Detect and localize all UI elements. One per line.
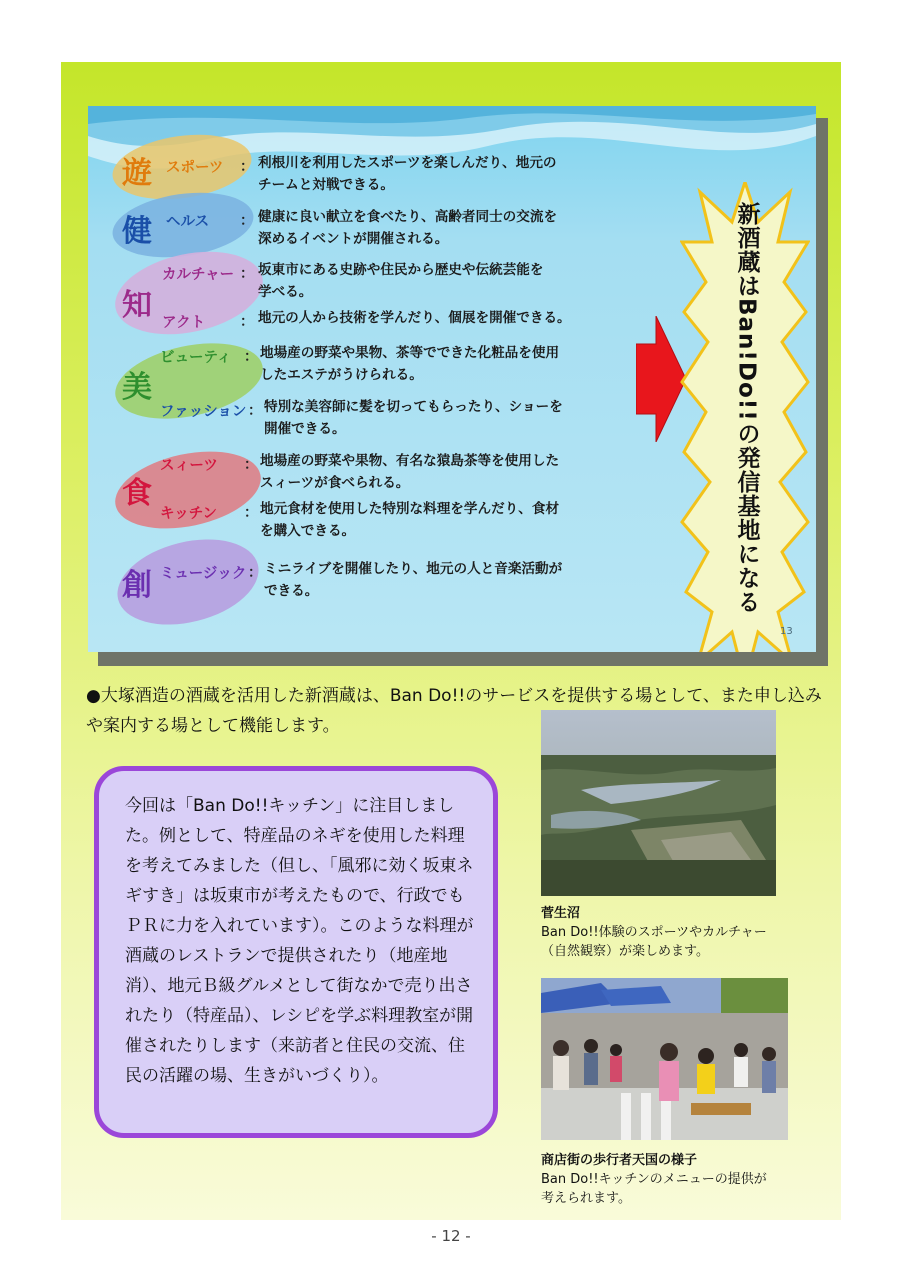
category-act: アクト bbox=[162, 315, 206, 331]
desc-line: 坂東市にある史跡や住民から歴史や伝統芸能を bbox=[258, 262, 544, 278]
photo1-title: 菅生沼 bbox=[541, 906, 581, 921]
desc-line: 利根川を利用したスポーツを楽しんだり、地元の bbox=[258, 155, 557, 171]
callout-box: 今回は「Ban Do!!キッチン」に注目しました。例として、特産品のネギを使用した料理を考えてみました（但し、「風邪に効く坂東ネギすき」は坂東市が考えたもので、行政でもＰＲに力を入れています）。このような料理が酒蔵のレストランで提供されたり（地産地消）、地元Ｂ級グルメとして街なかで売り出されたり（特産品）、レシピを学ぶ料理教室が開催されたりします（来訪者と住民の交流、住民の活躍の場、生きがいづくり）。 bbox=[94, 766, 498, 1138]
kanji-culture: 知 bbox=[122, 288, 152, 323]
colon: ： bbox=[244, 349, 258, 365]
kanji-health: 健 bbox=[122, 214, 152, 249]
colon: ： bbox=[240, 159, 254, 175]
category-fashion: ファッション bbox=[160, 404, 247, 420]
desc-health bbox=[258, 206, 557, 250]
desc-sweets bbox=[260, 450, 559, 494]
desc-line: できる。 bbox=[264, 583, 319, 599]
arrow-right-icon bbox=[636, 316, 686, 442]
photo2-caption-line: Ban Do!!キッチンのメニューの提供が bbox=[541, 1172, 767, 1187]
page-number: - 12 - bbox=[431, 1227, 471, 1245]
photo2-caption-line: 考えられます。 bbox=[541, 1191, 631, 1206]
desc-kitchen bbox=[260, 498, 559, 542]
desc-line: したエステがうけられる。 bbox=[260, 367, 423, 383]
street-crowd-image bbox=[541, 978, 788, 1140]
slide-number: 13 bbox=[780, 626, 793, 637]
colon: ： bbox=[244, 457, 258, 473]
colon: ： bbox=[240, 266, 254, 282]
photo2-caption bbox=[541, 1151, 767, 1208]
category-health: ヘルス bbox=[166, 214, 210, 230]
desc-line: 特別な美容師に髪を切ってもらったり、ショーを bbox=[264, 399, 563, 415]
kanji-create: 創 bbox=[122, 568, 152, 603]
photo-street-festival bbox=[541, 978, 788, 1140]
kanji-sports: 遊 bbox=[122, 156, 152, 191]
desc-line: 開催できる。 bbox=[264, 421, 346, 437]
desc-line: ミニライブを開催したり、地元の人と音楽活動が bbox=[264, 561, 563, 577]
desc-fashion bbox=[264, 396, 563, 440]
desc-sports bbox=[258, 152, 557, 196]
desc-line: 地場産の野菜や果物、茶等でできた化粧品を使用 bbox=[260, 345, 560, 361]
kanji-food: 食 bbox=[122, 476, 152, 511]
category-culture: カルチャー bbox=[162, 267, 235, 283]
photo1-caption-line: （自然観察）が楽しめます。 bbox=[541, 944, 709, 959]
desc-line: スィーツが食べられる。 bbox=[260, 475, 410, 491]
desc-line: 深めるイベントが開催される。 bbox=[258, 231, 449, 247]
colon: ： bbox=[240, 213, 254, 229]
aerial-landscape-image bbox=[541, 710, 776, 896]
desc-line: を購入できる。 bbox=[260, 523, 356, 539]
desc-line: 地元食材を使用した特別な料理を学んだり、食材 bbox=[260, 501, 560, 517]
photo1-caption-line: Ban Do!!体験のスポーツやカルチャー bbox=[541, 925, 767, 940]
colon: ： bbox=[240, 314, 254, 330]
photo-sugao-marsh bbox=[541, 710, 776, 896]
bullet-paragraph: ●大塚酒造の酒蔵を活用した新酒蔵は、Ban Do!!のサービスを提供する場として、また申し込みや案内する場として機能します。 bbox=[86, 686, 822, 736]
desc-music bbox=[264, 558, 562, 602]
desc-line: 健康に良い献立を食べたり、高齢者同士の交流を bbox=[258, 209, 558, 225]
desc-act bbox=[258, 307, 571, 329]
category-sweets: スィーツ bbox=[160, 458, 218, 474]
category-sports: スポーツ bbox=[166, 160, 224, 176]
vertical-slogan: 新酒蔵はBan!Do!!の発信基地になる bbox=[733, 202, 760, 614]
slide bbox=[88, 106, 816, 652]
category-kitchen: キッチン bbox=[160, 506, 217, 522]
photo2-title: 商店街の歩行者天国の様子 bbox=[541, 1153, 698, 1168]
desc-line: 地場産の野菜や果物、有名な猿島茶等を使用した bbox=[260, 453, 560, 469]
desc-line: 学べる。 bbox=[258, 284, 313, 300]
colon: ： bbox=[244, 505, 258, 521]
desc-line: チームと対戦できる。 bbox=[258, 177, 394, 193]
desc-culture bbox=[258, 259, 543, 303]
desc-line: 地元の人から技術を学んだり、個展を開催できる。 bbox=[258, 310, 571, 326]
photo1-caption bbox=[541, 904, 767, 961]
category-beauty: ビューティ bbox=[160, 350, 232, 366]
colon: ： bbox=[248, 403, 262, 419]
colon: ： bbox=[248, 565, 262, 581]
category-music: ミュージック bbox=[160, 566, 247, 582]
desc-beauty bbox=[260, 342, 559, 386]
kanji-beauty: 美 bbox=[122, 370, 152, 405]
